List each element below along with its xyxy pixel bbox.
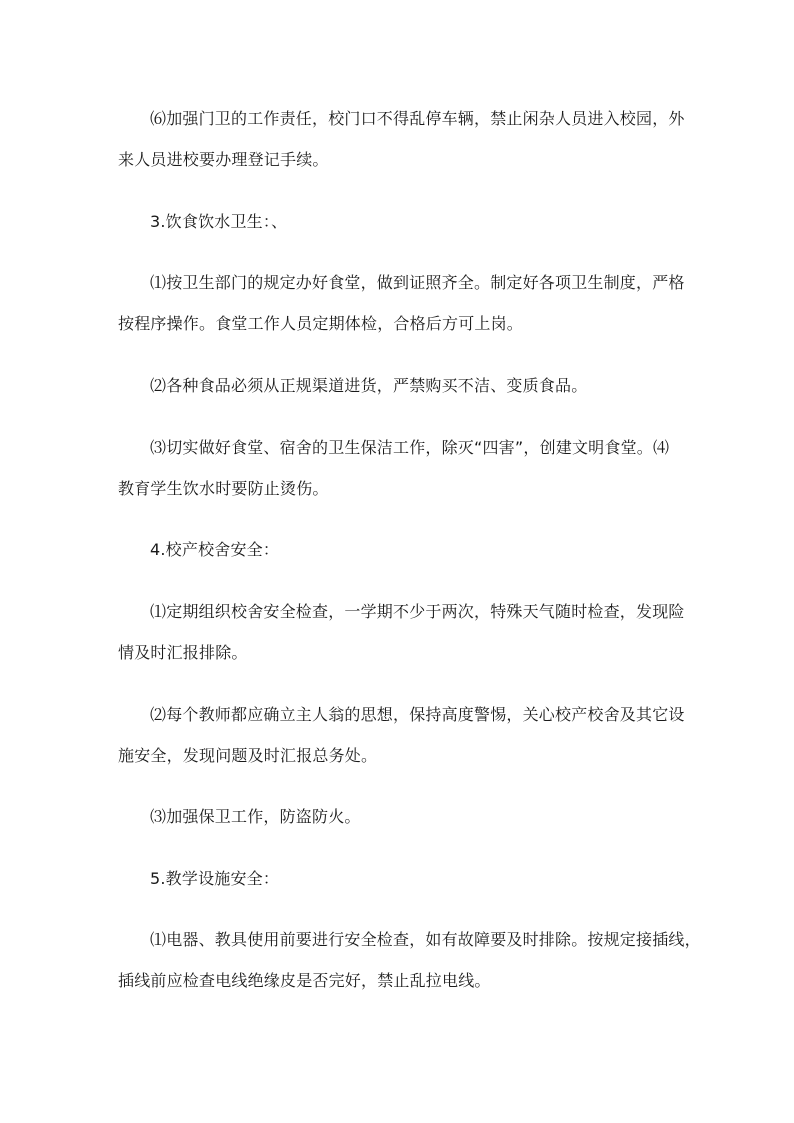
paragraph-inspection-line-1: ⑴定期组织校舍安全检查，一学期不少于两次，特殊天气随时检查，发现险 bbox=[150, 602, 685, 621]
paragraph-teachers-line-1: ⑵每个教师都应确立主人翁的思想，保持高度警惕，关心校产校舍及其它设 bbox=[150, 705, 685, 724]
paragraph-inspection-line-2: 情及时汇报排除。 bbox=[118, 643, 248, 662]
paragraph-hygiene-line-1: ⑶切实做好食堂、宿舍的卫生保洁工作，除灭“四害”，创建文明食堂。⑷ bbox=[150, 438, 670, 457]
paragraph-gate-duty-line-1: ⑹加强门卫的工作责任，校门口不得乱停车辆，禁止闲杂人员进入校园，外 bbox=[150, 109, 685, 128]
section-heading-food-water: 3.饮食饮水卫生：、 bbox=[150, 212, 288, 231]
paragraph-electrical-line-1: ⑴电器、教具使用前要进行安全检查，如有故障要及时排除。按规定接插线， bbox=[150, 930, 701, 949]
section-heading-teaching-facilities: 5.教学设施安全： bbox=[150, 869, 280, 888]
paragraph-canteen-line-1: ⑴按卫生部门的规定办好食堂，做到证照齐全。制定好各项卫生制度，严格 bbox=[150, 273, 685, 292]
paragraph-security: ⑶加强保卫工作，防盗防火。 bbox=[150, 807, 361, 826]
paragraph-teachers-line-2: 施安全，发现问题及时汇报总务处。 bbox=[118, 746, 378, 765]
section-heading-property-safety: 4.校产校舍安全： bbox=[150, 540, 280, 559]
paragraph-gate-duty-line-2: 来人员进校要办理登记手续。 bbox=[118, 150, 329, 169]
paragraph-electrical-line-2: 插线前应检查电线绝缘皮是否完好，禁止乱拉电线。 bbox=[118, 971, 491, 990]
paragraph-hygiene-line-2: 教育学生饮水时要防止烫伤。 bbox=[118, 479, 329, 498]
paragraph-canteen-line-2: 按程序操作。食堂工作人员定期体检，合格后方可上岗。 bbox=[118, 314, 524, 333]
paragraph-food-purchase: ⑵各种食品必须从正规渠道进货，严禁购买不洁、变质食品。 bbox=[150, 376, 588, 395]
